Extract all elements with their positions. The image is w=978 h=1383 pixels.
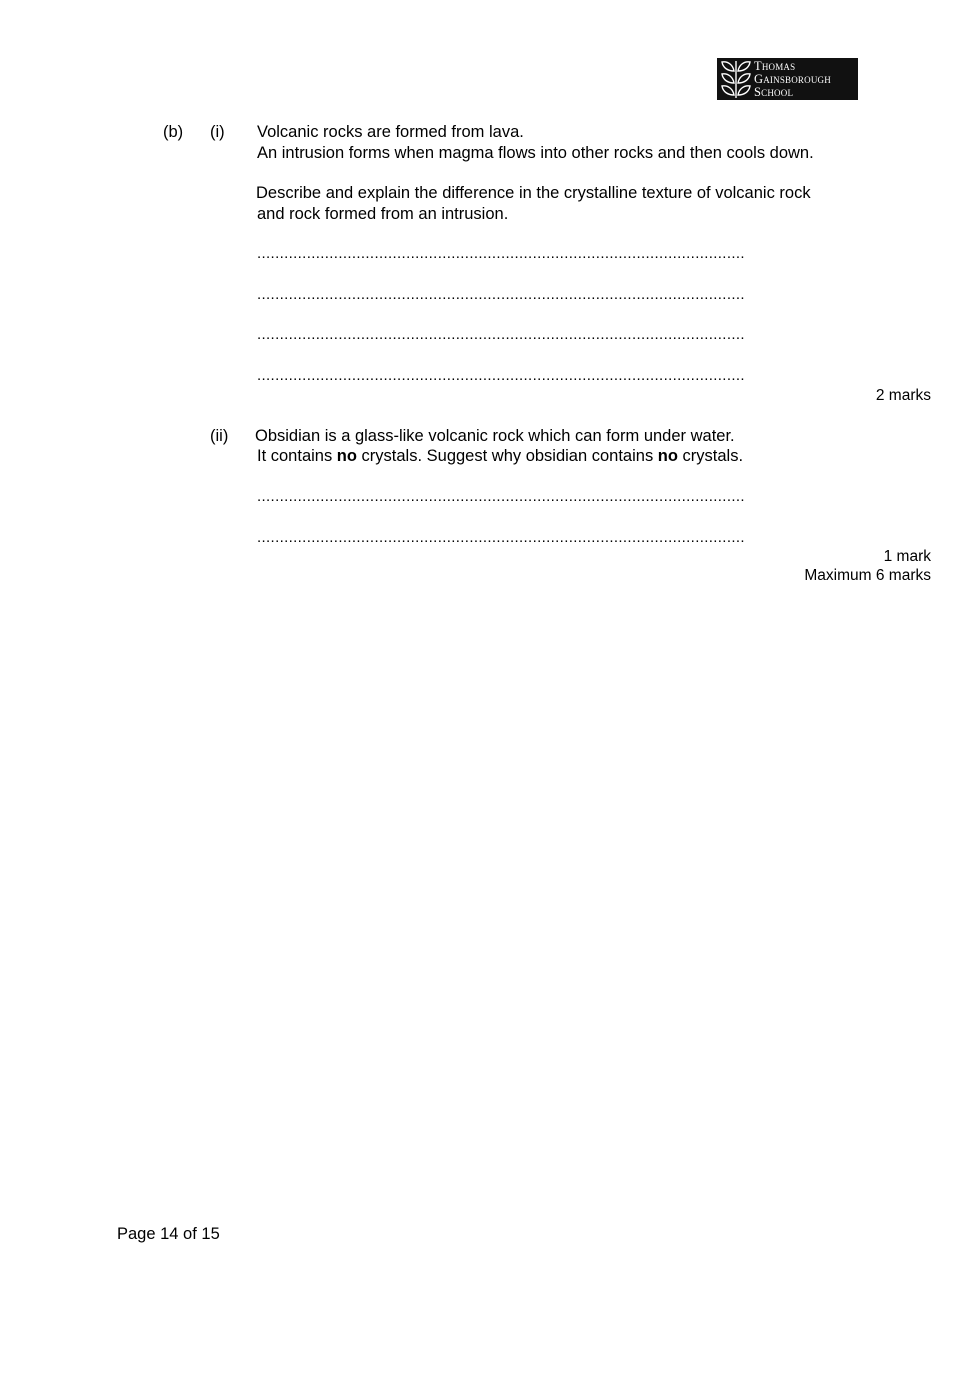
subpart-ii-label: (ii) [210,427,229,445]
text-run: crystals. Suggest why obsidian contains [356,447,658,465]
logo-line-3: School [754,85,794,99]
emphasis-no: no [336,447,357,465]
logo-line-1: Thomas [754,59,796,73]
leaf-emblem-icon [719,59,753,99]
school-logo [717,58,858,100]
max-marks: Maximum 6 marks [804,567,931,584]
question-ii-line-1: Obsidian is a glass-like volcanic rock which can form under water. [255,427,735,445]
marks-ii: 1 mark [883,548,931,565]
emphasis-no: no [657,447,678,465]
text-run: It contains [257,447,337,465]
text-run: crystals. [677,447,744,465]
question-ii-line-2 [257,448,743,465]
question-i-line-3: Describe and explain the difference in the crystalline texture of volcanic rock [256,184,811,202]
answer-line[interactable]: ............................................................................................................ [257,246,745,261]
answer-line[interactable]: ............................................................................................................ [257,489,745,504]
answer-line[interactable]: ............................................................................................................ [257,368,745,383]
answer-line[interactable]: ............................................................................................................ [257,287,745,302]
question-i-line-2: An intrusion forms when magma flows into other rocks and then cools down. [257,144,814,162]
answer-line[interactable]: ............................................................................................................ [257,530,745,545]
answer-line[interactable]: ............................................................................................................ [257,327,745,342]
page-number: Page 14 of 15 [117,1225,220,1243]
part-label: (b) [163,123,184,141]
logo-line-2: Gainsborough [754,72,831,86]
subpart-i-label: (i) [210,123,225,141]
question-i-line-1: Volcanic rocks are formed from lava. [257,123,524,141]
question-i-line-4: and rock formed from an intrusion. [257,205,509,223]
marks-i: 2 marks [875,387,931,404]
